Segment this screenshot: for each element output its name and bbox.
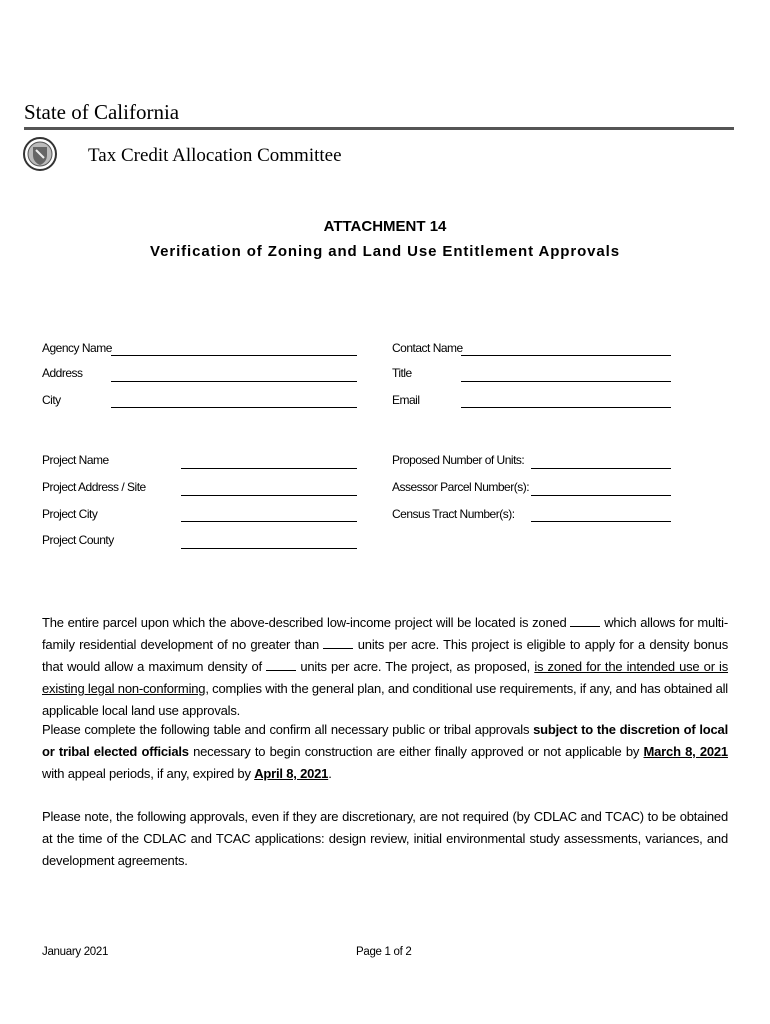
project-address-label: Project Address / Site: [42, 480, 146, 494]
agency-name-label: Agency Name: [42, 341, 112, 355]
max-density-blank[interactable]: [266, 658, 296, 671]
project-address-field[interactable]: [181, 495, 357, 496]
zoning-text-5: , complies with the general plan, and conditional use requirements, if any, and has obtained all applicable local land use approvals.: [42, 681, 728, 718]
contact-name-field[interactable]: [461, 355, 671, 356]
zoning-underlined-text: is zoned for the intended use or is existing legal non-conforming: [42, 659, 729, 696]
approvals-text-2: necessary to begin construction are either finally approved or not applicable by: [193, 744, 640, 759]
approval-deadline: March 8, 2021: [643, 744, 728, 759]
note-paragraph: Please note, the following approvals, even if they are discretionary, are not required (by CDLAC and TCAC) to be obtained at the time of the CDLAC and TCAC applications: design review, initial environmental study assessments, variances, and development agreements.: [42, 809, 728, 868]
city-label: City: [42, 393, 61, 407]
agency-name-field[interactable]: [111, 355, 357, 356]
email-label: Email: [392, 393, 420, 407]
zone-blank[interactable]: [570, 614, 600, 627]
proposed-units-label: Proposed Number of Units:: [392, 453, 525, 467]
header-rule: [24, 127, 734, 130]
footer-page-number: Page 1 of 2: [356, 946, 412, 958]
zoning-text-1: The entire parcel upon which the above-described low-income project will be located is zoned: [42, 615, 567, 630]
project-city-field[interactable]: [181, 521, 357, 522]
email-field[interactable]: [461, 407, 671, 408]
approvals-text-4: .: [328, 766, 332, 781]
project-name-field[interactable]: [181, 468, 357, 469]
assessor-parcel-field[interactable]: [531, 495, 671, 496]
project-county-field[interactable]: [181, 548, 357, 549]
approvals-text-1: Please complete the following table and confirm all necessary public or tribal approvals: [42, 722, 530, 737]
state-seal-icon: [23, 135, 57, 173]
attachment-subtitle: Verification of Zoning and Land Use Entitlement Approvals: [150, 243, 620, 260]
approvals-text-3: with appeal periods, if any, expired by: [42, 766, 251, 781]
zoning-text-4: units per acre. The project, as proposed,: [300, 659, 531, 674]
contact-name-label: Contact Name: [392, 341, 463, 355]
committee-heading: Tax Credit Allocation Committee: [88, 145, 342, 166]
address-label: Address: [42, 366, 83, 380]
city-field[interactable]: [111, 407, 357, 408]
appeal-deadline: April 8, 2021: [254, 766, 329, 781]
title-label: Title: [392, 366, 412, 380]
proposed-units-field[interactable]: [531, 468, 671, 469]
zoning-paragraph: [42, 612, 728, 722]
project-city-label: Project City: [42, 507, 98, 521]
census-tract-label: Census Tract Number(s):: [392, 507, 515, 521]
density-blank[interactable]: [323, 636, 353, 649]
approvals-paragraph: [42, 719, 728, 785]
project-name-label: Project Name: [42, 453, 109, 467]
footer-date: January 2021: [42, 946, 109, 958]
approvals-bold-text: subject to the discretion of local or tribal elected officials: [42, 722, 728, 759]
assessor-parcel-label: Assessor Parcel Number(s):: [392, 480, 530, 494]
zoning-text-3: units per acre. This project is eligible to apply for a density bonus that would allow a maximum density of: [42, 637, 729, 674]
state-heading: State of California: [24, 100, 180, 124]
attachment-title: ATTACHMENT 14: [323, 218, 447, 235]
census-tract-field[interactable]: [531, 521, 671, 522]
project-county-label: Project County: [42, 533, 114, 547]
zoning-text-2: which allows for multi-family residential development of no greater than: [42, 615, 728, 652]
title-field[interactable]: [461, 381, 671, 382]
address-field[interactable]: [111, 381, 357, 382]
